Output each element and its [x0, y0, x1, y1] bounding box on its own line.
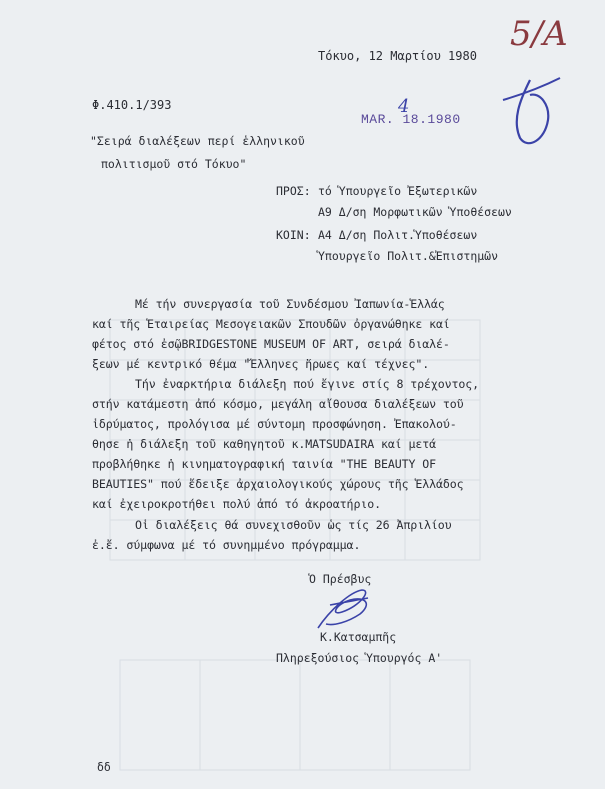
- body-line: BEAUTIES" πού ἔδειξε ἀρχαιολογικούς χώρους τῆς Ἑλλάδος: [92, 477, 464, 491]
- body-line: ἐ.ἔ. σύμφωνα μέ τό συνημμένο πρόγραμμα.: [92, 538, 361, 552]
- body-line: καί ἐχειροκροτήθει πολύ ἀπό τό ἀκροατήριο.: [92, 497, 381, 511]
- to-label: ΠΡΟΣ:: [276, 184, 311, 198]
- signatory-role: Πληρεξούσιος Ὑπουργός Α': [276, 651, 443, 665]
- page-number: δδ: [97, 760, 111, 774]
- handwritten-file-mark: 5/A: [510, 14, 568, 54]
- to-line-1: τό Ὑπουργεῖο Ἐξωτερικῶν: [318, 184, 478, 198]
- body-line: Τήν ἐναρκτήρια διάλεξη πού ἔγινε στίς 8 τρέχοντος,: [135, 377, 480, 391]
- body-line: φέτος στό ἐσῷBRIDGESTONE MUSEUM OF ART, σειρά διαλέ-: [92, 337, 450, 351]
- subject-line-1: "Σειρά διαλέξεων περί ἑλληνικοῦ: [90, 134, 305, 148]
- signature-title: Ὁ Πρέσβυς: [309, 572, 372, 586]
- date-stamp: MAR. 18.1980: [361, 112, 461, 127]
- body-line: στήν κατάμεστη ἀπό κόσμο, μεγάλη αἴθουσα διαλέξεων τοῦ: [92, 397, 464, 411]
- place-date: Τόκυο, 12 Μαρτίου 1980: [318, 49, 477, 63]
- cc-label: ΚΟΙΝ:: [276, 228, 311, 242]
- body-line: ἱδρύματος, προλόγισα μέ σύντομη προσφώνηση. Ἐπακολού-: [92, 417, 457, 431]
- body-line: καί τῆς Ἑταιρείας Μεσογειακῶν Σπουδῶν ὀργανώθηκε καί: [92, 317, 450, 331]
- cc-line-1: Α4 Δ/ση Πολιτ.Ὑποθέσεων: [318, 228, 478, 242]
- body-line: προβλήθηκε ἡ κινηματογραφική ταινία "THE BEAUTY OF: [92, 457, 437, 471]
- stamp-handwritten-digit: 4: [398, 96, 410, 117]
- body-line: θησε ἡ διάλεξη τοῦ καθηγητοῦ κ.MATSUDAIRA καί μετά: [92, 437, 437, 451]
- subject-line-2: πολιτισμοῦ στό Τόκυο": [101, 157, 247, 171]
- body-line: Μέ τήν συνεργασία τοῦ Συνδέσμου Ἰαπωνία-Ἑλλάς: [135, 297, 445, 311]
- cc-line-2: Ὑπουργεῖο Πολιτ.&Ἐπιστημῶν: [318, 249, 499, 263]
- to-line-2: Α9 Δ/ση Μορφωτικῶν Ὑποθέσεων: [318, 205, 512, 219]
- signatory-name: Κ.Κατσαμπῆς: [320, 630, 397, 644]
- body-line: ξεων μέ κεντρικό θέμα "Ἕλληνες ἥρωες καί τέχνες".: [92, 357, 430, 371]
- reference-number: Φ.410.1/393: [92, 98, 172, 112]
- body-line: Οἱ διαλέξεις θά συνεχισθοῦν ὡς τίς 26 Ἀπριλίου: [135, 518, 452, 532]
